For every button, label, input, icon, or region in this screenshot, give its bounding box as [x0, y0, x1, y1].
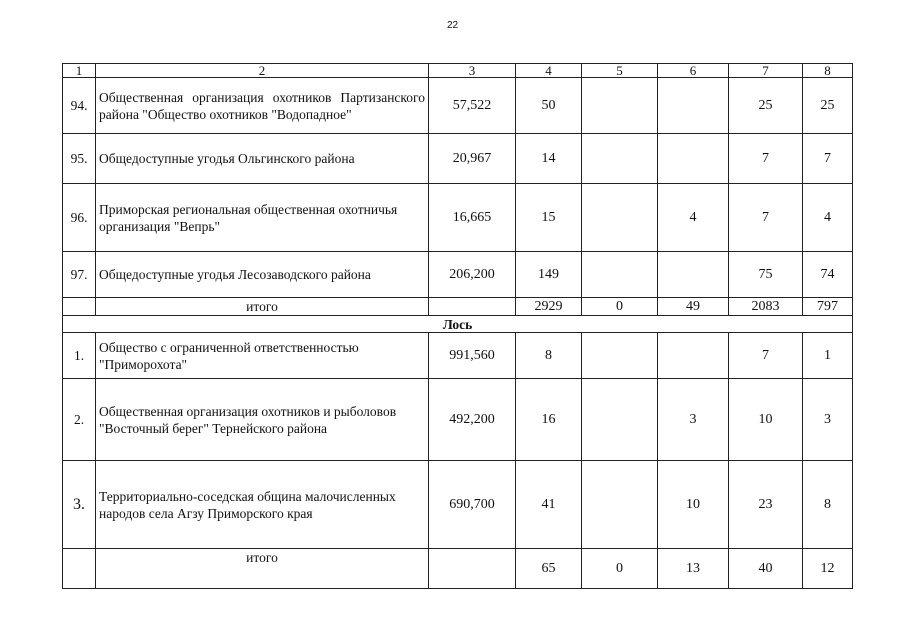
row-index: 2. [63, 379, 96, 461]
total-col7: 2083 [729, 298, 803, 316]
col5-value [582, 134, 658, 184]
col4-value: 16 [516, 379, 582, 461]
col5-value [582, 461, 658, 549]
area-value: 991,560 [429, 333, 516, 379]
column-number: 8 [803, 64, 853, 78]
column-number: 5 [582, 64, 658, 78]
column-number: 3 [429, 64, 516, 78]
table-row [63, 78, 853, 134]
area-value: 206,200 [429, 252, 516, 298]
col7-value: 23 [729, 461, 803, 549]
table-row [63, 252, 853, 298]
col8-value: 25 [803, 78, 853, 134]
col6-value [658, 78, 729, 134]
empty-cell [63, 298, 96, 316]
col4-value: 41 [516, 461, 582, 549]
total-col6: 13 [658, 549, 729, 589]
area-value: 57,522 [429, 78, 516, 134]
col4-value: 8 [516, 333, 582, 379]
empty-cell [63, 549, 96, 589]
total-row [63, 298, 853, 316]
row-index: 94. [63, 78, 96, 134]
col5-value [582, 333, 658, 379]
col5-value [582, 379, 658, 461]
col4-value: 50 [516, 78, 582, 134]
col8-value: 4 [803, 184, 853, 252]
table-row [63, 461, 853, 549]
col6-value [658, 134, 729, 184]
total-col8: 12 [803, 549, 853, 589]
organization-name: Общественная организация охотников и рыболовов "Восточный берег" Тернейского района [96, 379, 429, 461]
total-col8: 797 [803, 298, 853, 316]
col4-value: 149 [516, 252, 582, 298]
column-number: 7 [729, 64, 803, 78]
empty-cell [429, 298, 516, 316]
total-row [63, 549, 853, 589]
area-value: 492,200 [429, 379, 516, 461]
organization-name: Общедоступные угодья Ольгинского района [96, 134, 429, 184]
table-row [63, 184, 853, 252]
column-number: 2 [96, 64, 429, 78]
row-index: 96. [63, 184, 96, 252]
row-index: 1. [63, 333, 96, 379]
organization-name: Общественная организация охотников Партизанского района "Общество охотников "Водопадное" [96, 78, 429, 134]
organization-name: Приморская региональная общественная охотничья организация "Вепрь" [96, 184, 429, 252]
column-number: 6 [658, 64, 729, 78]
organization-name: Общедоступные угодья Лесозаводского района [96, 252, 429, 298]
col8-value: 7 [803, 134, 853, 184]
column-number: 4 [516, 64, 582, 78]
col7-value: 7 [729, 134, 803, 184]
total-col4: 2929 [516, 298, 582, 316]
col7-value: 10 [729, 379, 803, 461]
col4-value: 14 [516, 134, 582, 184]
col8-value: 1 [803, 333, 853, 379]
total-col5: 0 [582, 549, 658, 589]
col6-value: 10 [658, 461, 729, 549]
col8-value: 74 [803, 252, 853, 298]
organization-name: Общество с ограниченной ответственностью "Приморохота" [96, 333, 429, 379]
page-number: 22 [446, 20, 459, 31]
total-col6: 49 [658, 298, 729, 316]
row-index: 95. [63, 134, 96, 184]
organization-name: Территориально-соседская община малочисленных народов села Агзу Приморского края [96, 461, 429, 549]
col7-value: 75 [729, 252, 803, 298]
table-row [63, 134, 853, 184]
table-row [63, 379, 853, 461]
total-col5: 0 [582, 298, 658, 316]
table-row [63, 333, 853, 379]
row-index: 97. [63, 252, 96, 298]
section-title: Лось [63, 316, 853, 333]
total-label: итого [96, 549, 429, 589]
col6-value [658, 252, 729, 298]
empty-cell [429, 549, 516, 589]
column-number-row [63, 64, 853, 78]
total-col4: 65 [516, 549, 582, 589]
total-label: итого [96, 298, 429, 316]
hunting-quota-table [62, 63, 853, 589]
row-index: 3. [63, 461, 96, 549]
col7-value: 7 [729, 184, 803, 252]
col8-value: 3 [803, 379, 853, 461]
area-value: 690,700 [429, 461, 516, 549]
col7-value: 7 [729, 333, 803, 379]
section-row [63, 316, 853, 333]
col5-value [582, 184, 658, 252]
area-value: 16,665 [429, 184, 516, 252]
column-number: 1 [63, 64, 96, 78]
area-value: 20,967 [429, 134, 516, 184]
col6-value [658, 333, 729, 379]
col5-value [582, 78, 658, 134]
col7-value: 25 [729, 78, 803, 134]
col5-value [582, 252, 658, 298]
total-col7: 40 [729, 549, 803, 589]
col4-value: 15 [516, 184, 582, 252]
col6-value: 4 [658, 184, 729, 252]
col6-value: 3 [658, 379, 729, 461]
col8-value: 8 [803, 461, 853, 549]
